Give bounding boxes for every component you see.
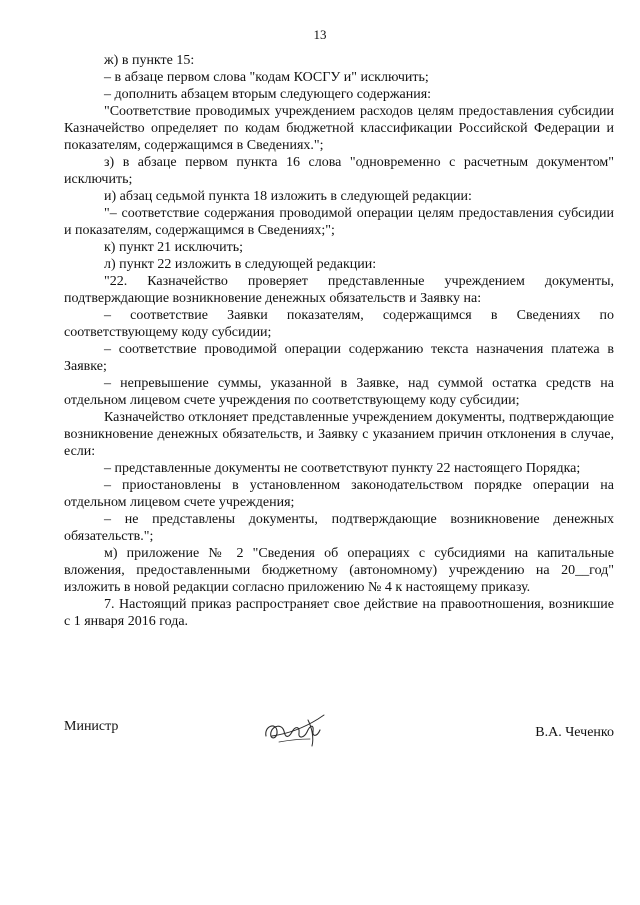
signatory-name: В.А. Чеченко — [535, 725, 614, 740]
paragraph-22-item-2: – соответствие проводимой операции содержанию текста назначения платежа в Заявке; — [64, 342, 614, 374]
paragraph-zh-item-1: – в абзаце первом слова "кодам КОСГУ и" исключить; — [104, 70, 429, 85]
paragraph-22-item-1: – соответствие Заявки показателям, содержащимся в Сведениях по соответствующему коду субсидии; — [64, 308, 614, 340]
signatory-role: Министр — [64, 719, 119, 734]
paragraph-l: л) пункт 22 изложить в следующей редакции: — [104, 257, 377, 272]
handwritten-signature — [262, 712, 328, 748]
paragraph-zh-item-2: – дополнить абзацем вторым следующего содержания: — [104, 87, 432, 102]
paragraph-zh: ж) в пункте 15: — [104, 53, 195, 68]
paragraph-k: к) пункт 21 исключить; — [104, 240, 244, 255]
document-body — [64, 52, 614, 630]
paragraph-22-rejection-item-3: – не представлены документы, подтверждающие возникновение денежных обязательств."; — [64, 512, 614, 544]
signature-block — [64, 718, 614, 758]
paragraph-z: з) в абзаце первом пункта 16 слова "одновременно с расчетным документом" исключить; — [64, 155, 614, 187]
paragraph-22-item-3: – непревышение суммы, указанной в Заявке, над суммой остатка средств на отдельном лицевом счете учреждения по соответствующему коду субсидии; — [64, 376, 614, 408]
paragraph-22-rejection: Казначейство отклоняет представленные учреждением документы, подтверждающие возникновение денежных обязательств, и Заявку с указанием причин отклонения в случае, если: — [64, 410, 614, 459]
paragraph-zh-quote: "Соответствие проводимых учреждением расходов целям предоставления субсидии Казначейство определяет по кодам бюджетной классификации Российской Федерации и показателям, содержащимся в Сведениях."; — [64, 104, 614, 153]
paragraph-22-rejection-item-2: – приостановлены в установленном законодательством порядке операции на отдельном лицевом счете учреждения; — [64, 478, 614, 510]
paragraph-22-rejection-item-1: – представленные документы не соответствуют пункту 22 настоящего Порядка; — [104, 461, 581, 476]
paragraph-7: 7. Настоящий приказ распространяет свое действие на правоотношения, возникшие с 1 января 2016 года. — [64, 597, 614, 629]
page-number: 13 — [313, 27, 327, 42]
paragraph-m: м) приложение № 2 "Сведения об операциях с субсидиями на капитальные вложения, предоставленными бюджетному (автономному) учреждению на 20__год" изложить в новой редакции согласно приложению № 4 к настоящему приказу. — [64, 546, 614, 595]
paragraph-i-quote: "– соответствие содержания проводимой операции целям предоставления субсидии и показателям, содержащимся в Сведениях;"; — [64, 206, 614, 238]
paragraph-22: "22. Казначейство проверяет представленные учреждением документы, подтверждающие возникновение денежных обязательств и Заявку на: — [64, 274, 614, 306]
paragraph-i: и) абзац седьмой пункта 18 изложить в следующей редакции: — [104, 189, 472, 204]
